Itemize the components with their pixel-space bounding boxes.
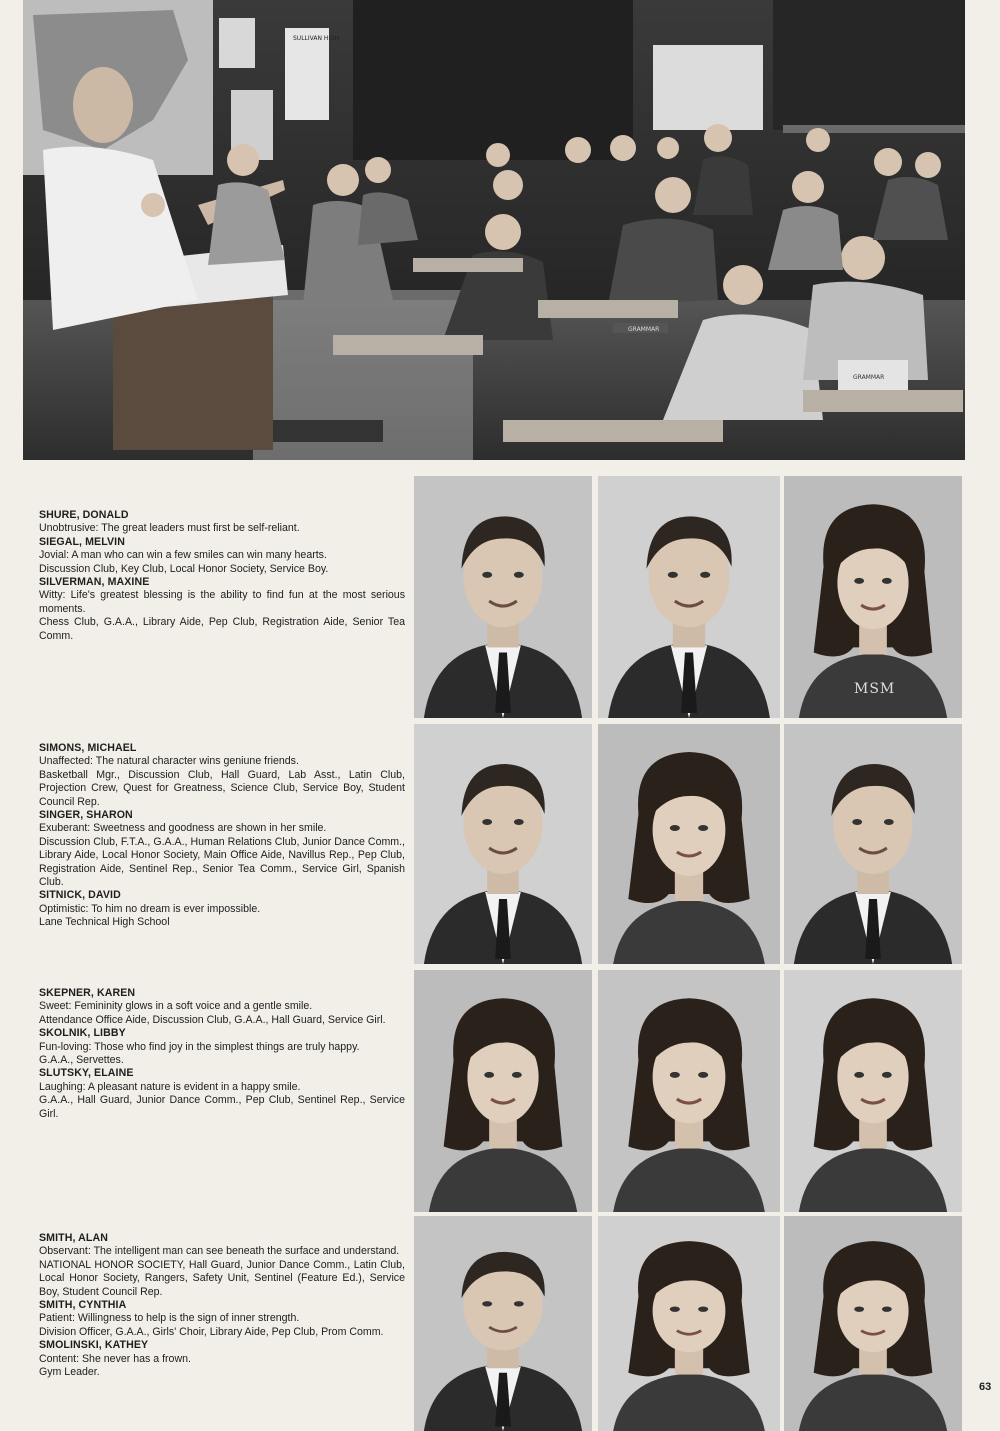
student-trait: Observant: The intelligent man can see beneath the surface and understand.: [39, 1245, 400, 1258]
student-name: SINGER, SHARON: [39, 809, 133, 822]
student-activities: Basketball Mgr., Discussion Club, Hall Guard, Lab Asst., Latin Club, Projection Crew, Quest for Greatness, Science Club, Service Boy, Student Council Rep.: [39, 768, 405, 808]
student-entries-row-3: [39, 987, 405, 1121]
student-entry: [39, 809, 405, 889]
student-portrait-boy: [784, 724, 962, 964]
book-label: GRAMMAR: [628, 326, 660, 333]
student-activities: Division Officer, G.A.A., Girls' Choir, Library Aide, Pep Club, Prom Comm.: [39, 1325, 384, 1338]
student-portrait-girl: [784, 970, 962, 1212]
student-name: SIMONS, MICHAEL: [39, 742, 137, 754]
student-trait: Jovial: A man who can win a few smiles can win many hearts.: [39, 549, 327, 562]
student-activities: Attendance Office Aide, Discussion Club, G.A.A., Hall Guard, Service Girl.: [39, 1013, 386, 1026]
student-trait: Laughing: A pleasant nature is evident in a happy smile.: [39, 1080, 301, 1093]
student-entry: [39, 509, 405, 536]
student-entry: [39, 576, 405, 643]
student-portrait-boy: [414, 1216, 592, 1431]
student-activities: Discussion Club, Key Club, Local Honor Society, Service Boy.: [39, 562, 329, 575]
student-entry: [39, 1232, 405, 1299]
student-portrait-boy: [414, 476, 592, 718]
student-portrait-boy: [598, 476, 780, 718]
student-name: SMOLINSKI, KATHEY: [39, 1339, 149, 1352]
student-activities: Lane Technical High School: [39, 916, 170, 929]
student-portrait-girl: [784, 476, 962, 718]
student-name: SITNICK, DAVID: [39, 889, 121, 902]
student-entry: [39, 1299, 405, 1339]
student-name: SHURE, DONALD: [39, 509, 129, 521]
student-trait: Witty: Life's greatest blessing is the ability to find fun at the most serious moments.: [39, 589, 405, 615]
student-portrait-girl: [598, 970, 780, 1212]
page-number: 63: [979, 1381, 992, 1393]
student-trait: Unobtrusive: The great leaders must first be self-reliant.: [39, 522, 300, 535]
student-entry: [39, 1027, 405, 1067]
student-trait: Sweet: Femininity glows in a soft voice and a gentle smile.: [39, 1000, 313, 1013]
student-entry: [39, 889, 405, 929]
student-activities: Chess Club, G.A.A., Library Aide, Pep Club, Registration Aide, Senior Tea Comm.: [39, 616, 405, 642]
student-entry: [39, 536, 405, 576]
student-name: SIEGAL, MELVIN: [39, 535, 125, 548]
student-activities: Gym Leader.: [39, 1366, 100, 1379]
student-trait: Fun-loving: Those who find joy in the simplest things are truly happy.: [39, 1040, 360, 1053]
student-portrait-girl: [784, 1216, 962, 1431]
student-portrait-girl: [598, 724, 780, 964]
student-trait: Optimistic: To him no dream is ever impossible.: [39, 902, 261, 915]
student-name: SKEPNER, KAREN: [39, 987, 136, 999]
student-name: SMITH, ALAN: [39, 1232, 108, 1244]
student-entry: [39, 1339, 405, 1379]
student-name: SMITH, CYNTHIA: [39, 1299, 127, 1312]
student-portrait-girl: [414, 970, 592, 1212]
poster-title: SULLIVAN HIGH: [293, 35, 340, 42]
student-activities: G.A.A., Hall Guard, Junior Dance Comm., Pep Club, Sentinel Rep., Service Girl.: [39, 1094, 405, 1120]
student-trait: Content: She never has a frown.: [39, 1352, 191, 1365]
classroom-photo: [23, 0, 965, 460]
student-trait: Exuberant: Sweetness and goodness are shown in her smile.: [39, 822, 327, 835]
student-trait: Patient: Willingness to help is the sign of inner strength.: [39, 1312, 300, 1325]
student-portrait-boy: [414, 724, 592, 964]
student-entry: [39, 987, 405, 1027]
student-portrait-girl: [598, 1216, 780, 1431]
student-trait: Unaffected: The natural character wins geniune friends.: [39, 755, 299, 768]
student-entries-row-1: [39, 509, 405, 643]
book-label: GRAMMAR: [853, 374, 885, 381]
student-activities: NATIONAL HONOR SOCIETY, Hall Guard, Junior Dance Comm., Latin Club, Local Honor Society, Rangers, Safety Unit, Sentinel (Feature Ed.), Service Boy, Student Council Rep.: [39, 1258, 405, 1298]
student-entries-row-2: [39, 742, 405, 930]
student-name: SLUTSKY, ELAINE: [39, 1067, 134, 1080]
student-activities: G.A.A., Servettes.: [39, 1054, 124, 1067]
student-entry: [39, 742, 405, 809]
monogram: MSM: [854, 681, 896, 697]
student-entries-row-4: [39, 1232, 405, 1379]
student-name: SILVERMAN, MAXINE: [39, 576, 150, 589]
student-entry: [39, 1067, 405, 1121]
student-name: SKOLNIK, LIBBY: [39, 1027, 126, 1040]
student-activities: Discussion Club, F.T.A., G.A.A., Human Relations Club, Junior Dance Comm., Library Aide, Local Honor Society, Main Office Aide, Navillus Rep., Pep Club, Registration Aide, Sentinel Rep., Senior Tea Comm., Service Girl, Spanish Club.: [39, 835, 405, 889]
